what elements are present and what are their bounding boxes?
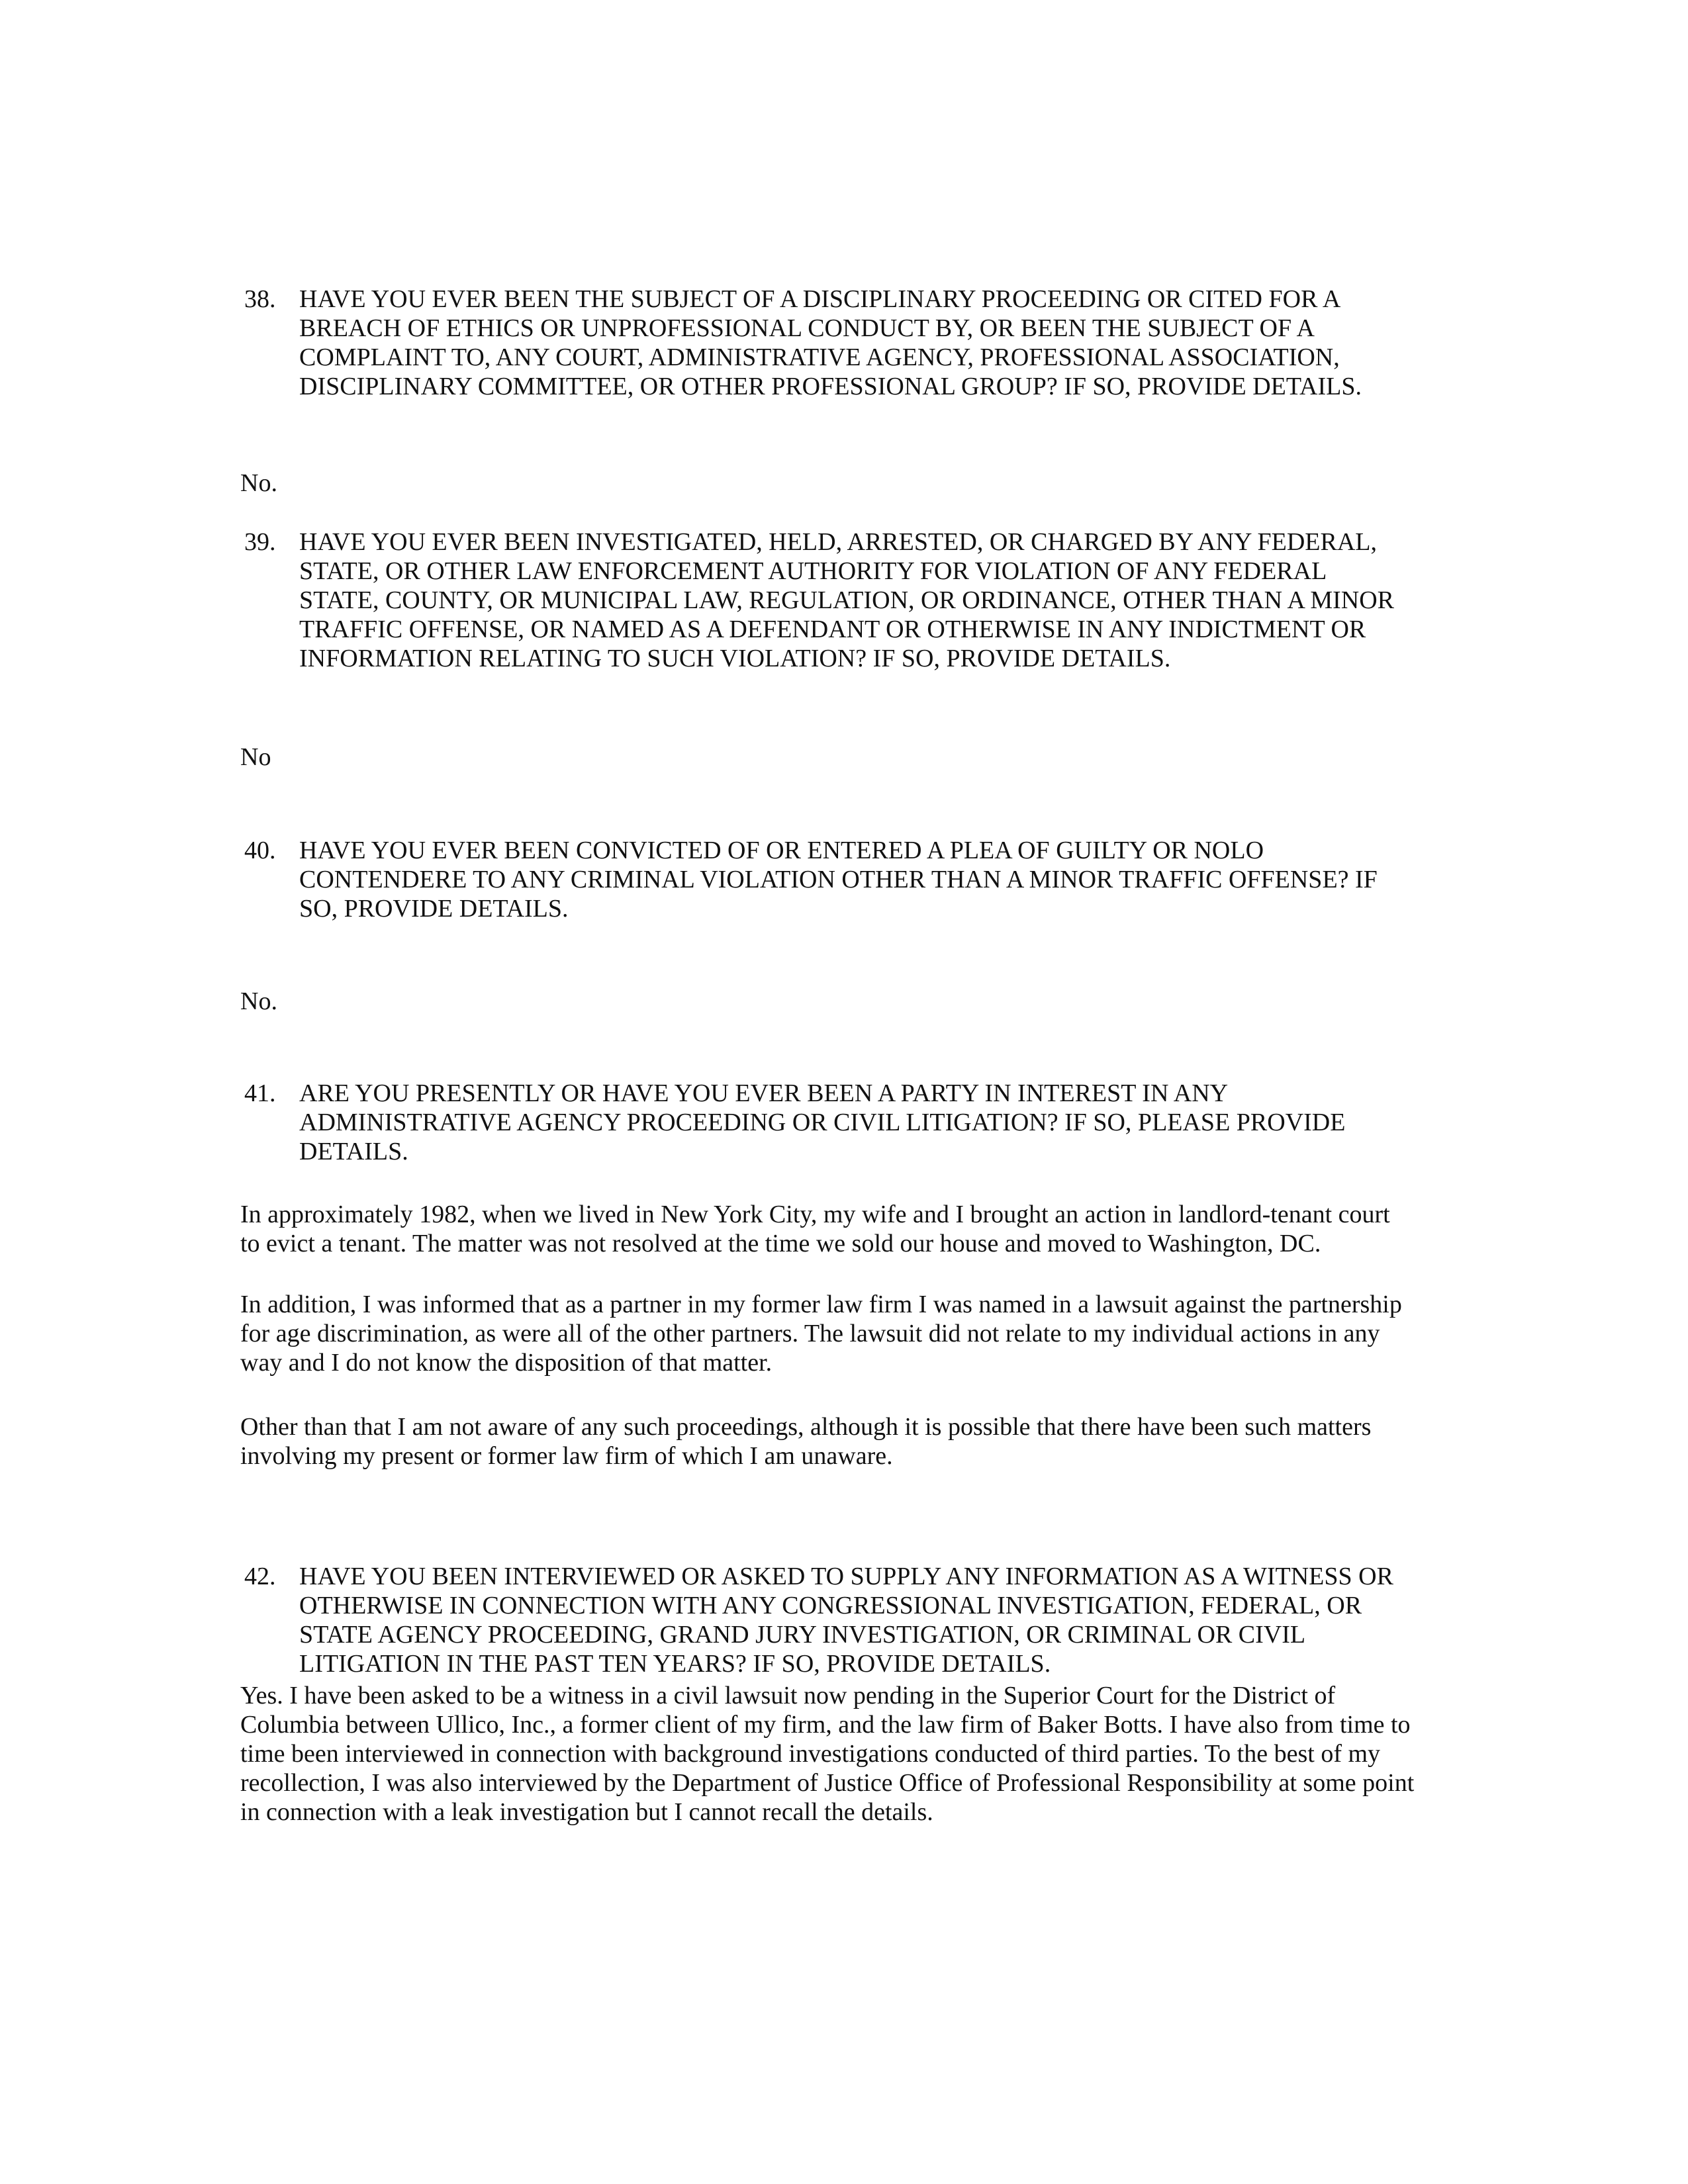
- answer-40: No.: [240, 987, 277, 1015]
- question-number: 40.: [244, 837, 276, 864]
- answer-text-line: to evict a tenant. The matter was not resolved at the time we sold our house and moved to Washington, DC.: [240, 1230, 1321, 1257]
- answer-text-line: In approximately 1982, when we lived in New York City, my wife and I brought an action in landlord-tenant court: [240, 1201, 1390, 1228]
- question-text-line: CONTENDERE TO ANY CRIMINAL VIOLATION OTHER THAN A MINOR TRAFFIC OFFENSE? IF: [299, 866, 1378, 893]
- answer-text-line: Other than that I am not aware of any such proceedings, although it is possible that there have been such matters: [240, 1413, 1372, 1441]
- question-text-line: SO, PROVIDE DETAILS.: [299, 895, 569, 923]
- question-text-line: TRAFFIC OFFENSE, OR NAMED AS A DEFENDANT OR OTHERWISE IN ANY INDICTMENT OR: [299, 615, 1366, 643]
- answer-text-line: way and I do not know the disposition of that matter.: [240, 1349, 773, 1377]
- question-text-line: COMPLAINT TO, ANY COURT, ADMINISTRATIVE AGENCY, PROFESSIONAL ASSOCIATION,: [299, 343, 1340, 371]
- answer-text-line: involving my present or former law firm of which I am unaware.: [240, 1442, 893, 1470]
- question-text-line: LITIGATION IN THE PAST TEN YEARS? IF SO, PROVIDE DETAILS.: [299, 1650, 1051, 1678]
- question-text-line: OTHERWISE IN CONNECTION WITH ANY CONGRESSIONAL INVESTIGATION, FEDERAL, OR: [299, 1592, 1362, 1619]
- question-text-line: DISCIPLINARY COMMITTEE, OR OTHER PROFESSIONAL GROUP? IF SO, PROVIDE DETAILS.: [299, 373, 1362, 400]
- question-text-line: STATE, OR OTHER LAW ENFORCEMENT AUTHORITY FOR VIOLATION OF ANY FEDERAL: [299, 557, 1327, 585]
- answer-text-line: In addition, I was informed that as a partner in my former law firm I was named in a lawsuit against the partnership: [240, 1291, 1402, 1318]
- question-text-line: STATE AGENCY PROCEEDING, GRAND JURY INVESTIGATION, OR CRIMINAL OR CIVIL: [299, 1621, 1306, 1649]
- answer-text-line: Yes. I have been asked to be a witness in a civil lawsuit now pending in the Superior Court for the District of: [240, 1682, 1336, 1709]
- question-text-line: ARE YOU PRESENTLY OR HAVE YOU EVER BEEN A PARTY IN INTEREST IN ANY: [299, 1079, 1229, 1107]
- question-text-line: HAVE YOU EVER BEEN CONVICTED OF OR ENTERED A PLEA OF GUILTY OR NOLO: [299, 837, 1264, 864]
- answer-text-line: time been interviewed in connection with background investigations conducted of third parties. To the best of my: [240, 1740, 1381, 1768]
- question-text-line: BREACH OF ETHICS OR UNPROFESSIONAL CONDUCT BY, OR BEEN THE SUBJECT OF A: [299, 314, 1315, 342]
- answer-41-paragraph: [240, 1290, 1402, 1377]
- answer-text-line: Columbia between Ullico, Inc., a former client of my firm, and the law firm of Baker Botts. I have also from time to: [240, 1711, 1411, 1739]
- question-text-line: HAVE YOU EVER BEEN THE SUBJECT OF A DISCIPLINARY PROCEEDING OR CITED FOR A: [299, 285, 1341, 313]
- answer-text-line: in connection with a leak investigation but I cannot recall the details.: [240, 1798, 933, 1826]
- answer-41-paragraph: [240, 1200, 1390, 1258]
- answer-42-paragraph: [240, 1681, 1414, 1827]
- question-text-line: ADMINISTRATIVE AGENCY PROCEEDING OR CIVIL LITIGATION? IF SO, PLEASE PROVIDE: [299, 1109, 1346, 1136]
- question-text-line: HAVE YOU EVER BEEN INVESTIGATED, HELD, ARRESTED, OR CHARGED BY ANY FEDERAL,: [299, 528, 1377, 556]
- answer-38: No.: [240, 469, 277, 497]
- answer-text-line: recollection, I was also interviewed by the Department of Justice Office of Professional Responsibility at some point: [240, 1769, 1415, 1797]
- question-number: 42.: [244, 1563, 276, 1590]
- answer-text-line: for age discrimination, as were all of the other partners. The lawsuit did not relate to my individual actions in any: [240, 1320, 1380, 1347]
- answer-41-paragraph: [240, 1412, 1371, 1471]
- answer-39: No: [240, 743, 271, 771]
- question-number: 41.: [244, 1079, 276, 1107]
- question-text-line: HAVE YOU BEEN INTERVIEWED OR ASKED TO SUPPLY ANY INFORMATION AS A WITNESS OR: [299, 1563, 1393, 1590]
- question-text-line: DETAILS.: [299, 1138, 408, 1165]
- question-text-line: STATE, COUNTY, OR MUNICIPAL LAW, REGULATION, OR ORDINANCE, OTHER THAN A MINOR: [299, 586, 1395, 614]
- question-text-line: INFORMATION RELATING TO SUCH VIOLATION? IF SO, PROVIDE DETAILS.: [299, 645, 1171, 672]
- question-number: 38.: [244, 285, 276, 313]
- question-number: 39.: [244, 528, 276, 556]
